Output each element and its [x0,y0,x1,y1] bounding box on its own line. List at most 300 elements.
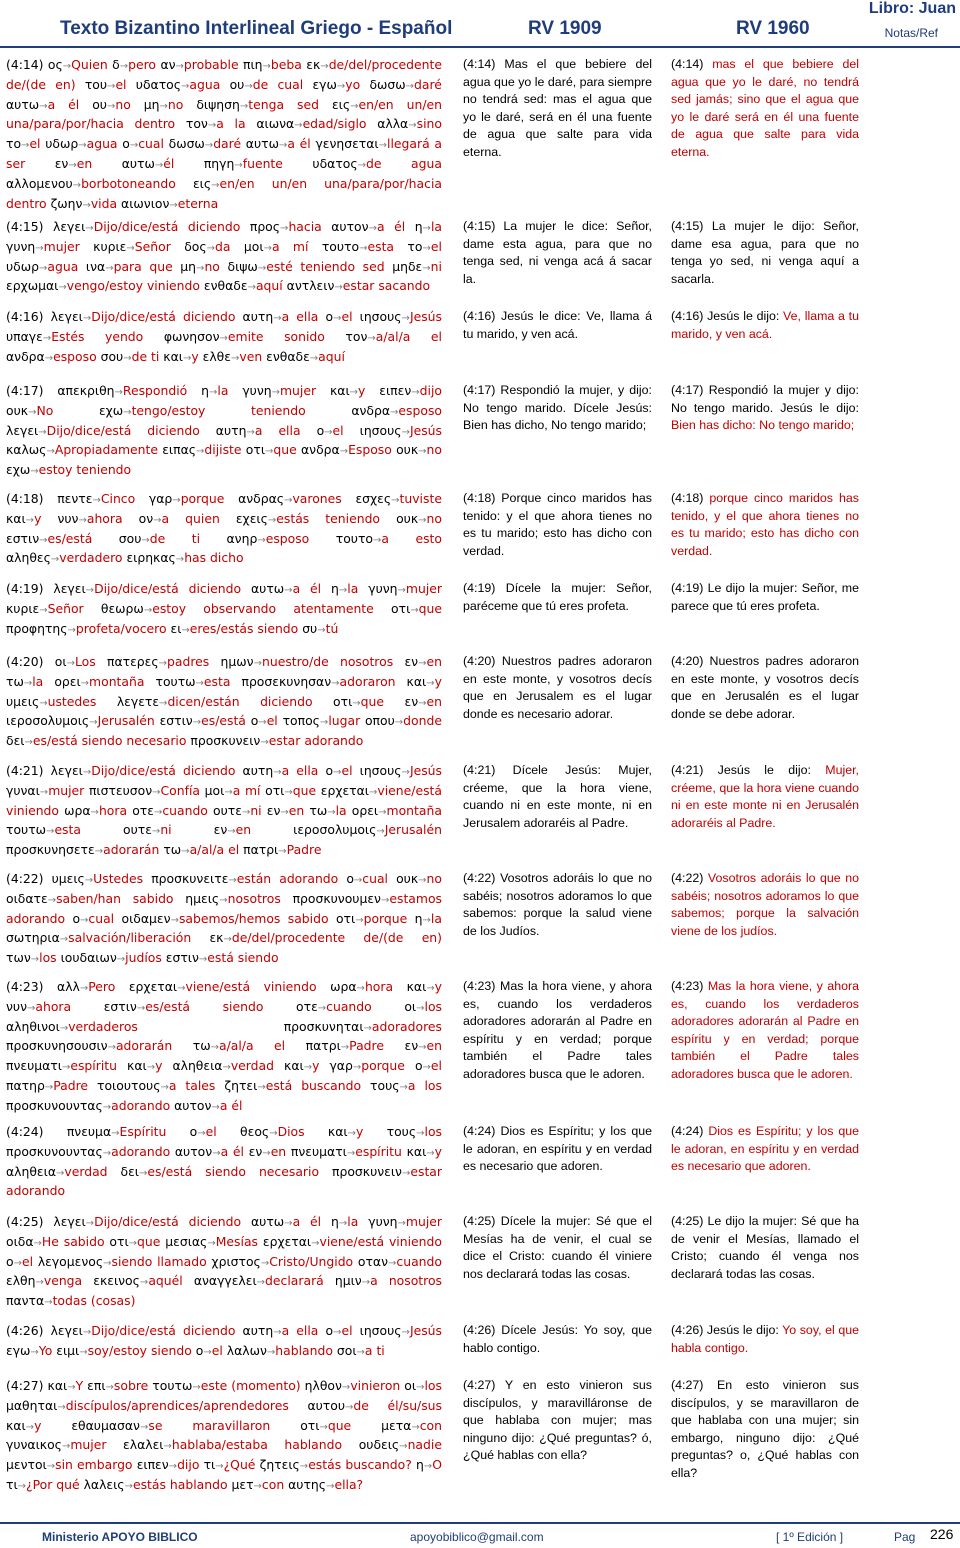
arrow-icon: → [192,717,202,729]
spanish-gloss: el [205,1124,217,1139]
arrow-icon: → [230,352,240,364]
arrow-icon: → [82,1327,92,1338]
spanish-gloss: viene/está viniendo [185,979,317,994]
spanish-gloss: dijo [419,383,442,398]
arrow-icon: → [347,1128,356,1139]
spanish-gloss: estar adorando [268,733,364,749]
greek-word: πατρι [243,842,279,858]
greek-word: πατερες [107,654,159,669]
arrow-icon: → [256,1277,266,1289]
spanish-gloss: nuestro/de nosotros [261,654,394,669]
greek-word: ουδεις [358,1437,400,1453]
spanish-gloss: la [430,219,442,234]
rv1960-plain: (4:17) Respondió la mujer y dijo: No tengo marido. Jesús le dijo: [671,383,859,415]
arrow-icon: → [66,658,75,669]
arrow-icon: → [192,1382,201,1393]
greek-word: ημων [220,654,254,669]
book-label: Libro: Juan [868,0,956,17]
spanish-gloss: mujer [405,581,442,596]
spanish-gloss: verdad [64,1163,108,1179]
greek-word: αυτω [121,155,155,171]
spanish-gloss: Yo [38,1342,53,1358]
rv1960-words-of-jesus: Vosotros adoráis lo que no sabéis; nosotros adoramos lo que sabemos; porque la salvación viene de los judíos. [671,871,859,938]
spanish-gloss: Respondió [122,383,188,398]
spanish-gloss: salvación/liberación [68,930,192,946]
arrow-icon: → [85,1218,95,1229]
arrow-icon: → [363,1022,372,1034]
greek-word: πεντε [57,491,93,506]
greek-word: εχω [98,402,124,418]
arrow-icon: → [42,332,52,344]
spanish-gloss: Dijo/dice/está diciendo [46,422,200,438]
spanish-gloss: en [235,822,252,838]
spanish-gloss: ella? [334,1476,364,1492]
arrow-icon: → [197,1128,206,1139]
arrow-icon: → [206,242,216,254]
greek-word: σοι [336,1342,357,1358]
arrow-icon: → [153,806,163,818]
greek-word: τους [370,1077,400,1093]
spanish-gloss: Jesús [409,763,442,778]
arrow-icon: → [203,1346,212,1358]
greek-word: ινα [85,258,106,274]
greek-word: μεσιας [165,1233,208,1249]
spanish-gloss: cuando [396,1253,442,1269]
spanish-gloss: tenga sed [248,96,319,112]
page-number: 226 [930,1526,954,1542]
greek-word: προσκυνειν [190,733,261,749]
spanish-gloss: eterna [177,195,219,211]
spanish-gloss: la [217,383,229,398]
greek-word: εχεις [235,510,268,526]
spanish-gloss: el [341,309,353,324]
greek-word: τον [185,116,208,132]
rv1960-words-of-jesus: mas el que bebiere del agua que yo le daré, no tendrá sed jamás; sino que el agua que yo le daré será en él una fuente de agua que salte para vida eterna. [671,57,860,159]
greek-word: οιδαμεν [121,910,171,926]
arrow-icon: → [58,282,67,294]
spanish-gloss: a mí [271,238,309,254]
arrow-icon: → [388,1257,397,1269]
arrow-icon: → [44,352,54,364]
spanish-gloss: Padre [53,1077,89,1093]
greek-word: υδατος [312,155,358,171]
spanish-gloss: porque [180,491,225,506]
greek-word: το [6,136,22,152]
greek-word: προς [249,219,281,234]
arrow-icon: → [319,717,329,729]
arrow-icon: → [181,624,190,636]
spanish-gloss: mujer [70,1437,107,1453]
spanish-gloss: padres [167,654,210,669]
greek-word: οτε [296,998,318,1014]
spanish-gloss: vinieron [350,1378,401,1393]
greek-word: προσκυνουντας [6,1143,103,1159]
arrow-icon: → [159,697,168,709]
greek-word: και [163,348,183,364]
greek-word: φωνησον [163,328,220,344]
greek-word: γυνη [242,383,272,398]
spanish-gloss: en/en un/en una/para/por/hacia dentro [6,96,442,132]
arrow-icon: → [267,514,277,526]
arrow-icon: → [311,1237,320,1249]
arrow-icon: → [273,1327,282,1338]
arrow-icon: → [46,1461,56,1473]
verse-reference: (4:20) [6,654,44,669]
arrow-icon: → [211,1101,220,1113]
page-title: Texto Bizantino Interlineal Griego - Español [60,18,453,39]
greek-word: αυτης [288,1476,327,1492]
greek-word: ο [189,1124,198,1139]
header-rule [0,46,960,48]
verse-reference: (4:19) [6,581,44,596]
greek-word: ον [138,510,154,526]
arrow-icon: → [160,1081,169,1093]
greek-word: τοπος [282,713,320,729]
greek-word: τουτο [335,530,373,546]
greek-word: ημεις [185,890,220,906]
greek-word: οι [404,998,417,1014]
rv1960-plain: (4:25) Le dijo la mujer: Sé que ha de venir el Mesías, llamado el Cristo; cuando él venga nos declarará todas las cosas. [671,1214,859,1281]
arrow-icon: → [397,585,406,596]
arrow-icon: → [46,446,55,458]
spanish-gloss: daré [213,136,242,152]
spanish-gloss: Estés yendo [51,328,144,344]
arrow-icon: → [61,1441,71,1453]
spanish-gloss: con [419,1417,442,1433]
spanish-gloss: de/del/procedente de/(de en) [231,930,442,946]
spanish-gloss: cuando [326,998,372,1014]
greek-word: υδωρ [45,136,79,152]
arrow-icon: → [265,446,274,458]
rv1960-text [671,978,859,1084]
arrow-icon: → [241,806,251,818]
greek-word: πιστευσον [88,782,153,798]
spanish-gloss: que [418,600,442,616]
greek-word: τον [345,328,368,344]
spanish-gloss: viene/está viniendo [319,1233,442,1249]
greek-word: μη [143,96,160,112]
spanish-gloss: Quien [71,57,108,72]
arrow-icon: → [401,1327,410,1338]
greek-word: μετ [231,1476,254,1492]
rv1960-words-of-jesus: Bien has dicho: No tengo marido; [671,418,855,433]
arrow-icon: → [405,80,415,92]
arrow-icon: → [114,387,123,398]
greek-word: τω [309,802,328,818]
greek-word: γυνη [368,1214,398,1229]
arrow-icon: → [82,313,92,324]
arrow-icon: → [46,826,55,838]
spanish-gloss: declarará [265,1273,324,1289]
spanish-gloss: no [204,258,220,274]
greek-word: ημιν [334,1273,362,1289]
greek-word: εν [266,802,281,818]
spanish-gloss: Jerusalén [97,713,155,729]
spanish-gloss: lugar [328,713,361,729]
arrow-icon: → [244,80,253,92]
spanish-gloss: el [115,76,127,92]
greek-word: και [6,510,26,526]
arrow-icon: → [44,1297,53,1309]
greek-word: εστιν [6,530,40,546]
spanish-gloss: Señor [134,238,171,254]
spanish-gloss: y [434,979,442,994]
contact-email: apoyobiblico@gmail.com [410,1530,544,1544]
spanish-gloss: a ella [281,309,319,324]
arrow-icon: → [38,426,47,438]
verse-reference: (4:21) [6,763,44,778]
arrow-icon: → [123,406,132,418]
spanish-gloss: no [115,96,131,112]
spanish-gloss: nadie [407,1437,442,1453]
greek-word: η [331,1214,339,1229]
greek-word: σου [100,348,124,364]
arrow-icon: → [340,1042,350,1054]
arrow-icon: → [411,1421,420,1433]
notes-label: Notas/Ref [884,26,938,40]
arrow-icon: → [67,1382,76,1393]
arrow-icon: → [219,894,228,906]
arrow-icon: → [129,140,139,152]
spanish-gloss: estás teniendo [276,510,381,526]
arrow-icon: → [105,262,114,274]
greek-word: ιησους [359,1323,402,1338]
arrow-icon: → [175,61,184,72]
spanish-gloss: no [167,96,184,112]
greek-word: λεγει [53,581,86,596]
greek-word: τουτω [152,1378,193,1393]
greek-word: τω [163,842,182,858]
arrow-icon: → [30,1346,39,1358]
spanish-gloss: el [211,1342,223,1358]
arrow-icon: → [257,534,266,546]
spanish-gloss: y [312,1058,320,1074]
greek-word: η [415,1457,424,1473]
spanish-gloss: emite sonido [227,328,325,344]
spanish-gloss: es/está [201,713,246,729]
arrow-icon: → [257,1081,266,1093]
arrow-icon: → [47,894,57,906]
spanish-gloss: O [432,1457,442,1473]
arrow-icon: → [152,786,161,798]
greek-word: προφητης [6,620,68,636]
arrow-icon: → [177,983,186,994]
spanish-gloss: aquí [255,278,283,294]
greek-word: οτι [333,693,353,709]
greek-word: εν [404,654,419,669]
arrow-icon: → [136,1002,146,1014]
spanish-gloss: tú [325,620,339,636]
spanish-gloss: nosotros [227,890,281,906]
arrow-icon: → [423,1461,433,1473]
rv1960-plain: (4:21) Jesús le dijo: [671,763,826,777]
spanish-gloss: y [34,1417,42,1433]
arrow-icon: → [107,1042,116,1054]
arrow-icon: → [182,352,192,364]
greek-word: λεγομενος [37,1253,104,1269]
greek-word: ουκ [396,510,419,526]
spanish-gloss: adorarán [103,842,160,858]
spanish-gloss: viene/está viniendo [6,782,442,818]
spanish-gloss: porque [363,910,408,926]
arrow-icon: → [280,806,289,818]
greek-word: και [284,1058,304,1074]
spanish-gloss: ni [160,822,172,838]
greek-word: λεγει [50,763,83,778]
spanish-gloss: a él [376,219,406,234]
spanish-gloss: Dijo/dice/está diciendo [91,309,236,324]
spanish-gloss: no [426,871,442,886]
arrow-icon: → [326,1480,335,1492]
spanish-gloss: no [426,510,442,526]
spanish-gloss: no [426,442,442,458]
interlinear-text [6,56,442,214]
rv1960-plain: (4:14) [671,57,713,71]
spanish-gloss: sin embargo [55,1457,133,1473]
greek-word: αληθεια [6,1163,56,1179]
arrow-icon: → [317,1002,327,1014]
arrow-icon: → [273,767,282,778]
arrow-icon: → [17,1480,27,1492]
arrow-icon: → [418,697,427,709]
spanish-gloss: Jesús [409,1323,442,1338]
greek-word: ουκ [6,402,29,418]
arrow-icon: → [168,1461,178,1473]
greek-word: ο [346,871,354,886]
arrow-icon: → [309,352,319,364]
greek-word: αυτω [245,136,279,152]
spanish-gloss: y [155,1058,163,1074]
greek-word: επι [87,1378,106,1393]
greek-word: προσκυνειν [332,1163,402,1179]
rv1960-text [671,56,859,162]
spanish-gloss: la [32,673,44,689]
spanish-gloss: espíritu [355,1143,402,1159]
interlinear-text [6,490,442,569]
spanish-gloss: y [355,1124,364,1139]
arrow-icon: → [273,313,282,324]
interlinear-text [6,580,442,639]
rv1909-column-heading: RV 1909 [528,18,602,39]
arrow-icon: → [204,140,214,152]
spanish-gloss: la [347,581,359,596]
rv1960-words-of-jesus: Dios es Espíritu; y los que le adoran, en espíritu y en verdad es necesario que adoren. [671,1124,860,1174]
arrow-icon: → [338,585,348,596]
spanish-gloss: espíritu [70,1058,117,1074]
greek-word: εκ [209,930,224,946]
greek-word: οπου [364,713,395,729]
spanish-gloss: de ti [149,530,201,546]
spanish-gloss: en [270,1143,287,1159]
arrow-icon: → [422,242,431,254]
arrow-icon: → [25,1421,35,1433]
interlinear-text [6,1377,442,1496]
spanish-gloss: llegará a ser [6,136,442,171]
spanish-gloss: el [29,136,41,152]
greek-word: και [329,383,350,398]
arrow-icon: → [208,387,218,398]
spanish-gloss: da [215,238,231,254]
arrow-icon: → [401,426,410,438]
spanish-gloss: a ti [364,1342,385,1358]
page-footer [0,1524,960,1548]
arrow-icon: → [378,806,387,818]
greek-word: οτι [109,1233,129,1249]
arrow-icon: → [172,495,181,506]
spanish-gloss: siendo llamado [111,1253,207,1269]
spanish-gloss: ahora [35,998,72,1014]
spanish-gloss: cual [138,136,164,152]
greek-word: οιδατε [6,890,48,906]
arrow-icon: → [103,1257,112,1269]
spanish-gloss: de agua [366,155,442,171]
arrow-icon: → [169,199,178,211]
greek-word: οτε [132,802,154,818]
greek-word: οι [404,1378,417,1393]
greek-word: δ [112,57,120,72]
spanish-gloss: de ti [131,348,160,364]
arrow-icon: → [357,159,367,171]
spanish-gloss: mujer [43,238,80,254]
spanish-gloss: adorando [111,1097,171,1113]
arrow-icon: → [258,717,267,729]
rv1960-text [671,870,859,940]
arrow-icon: → [408,120,417,132]
greek-word: εν [404,693,419,709]
spanish-gloss: el [341,763,353,778]
arrow-icon: → [92,495,101,506]
spanish-gloss: el [21,1253,34,1269]
spanish-gloss: a él [219,1097,243,1113]
greek-word: ωρα [64,802,91,818]
verse-reference: (4:17) [6,383,44,398]
spanish-gloss: a/al/a el [189,842,240,858]
greek-word: ορει [351,802,379,818]
rv1960-plain: (4:26) Jesús le dijo: [671,1323,783,1337]
spanish-gloss: hablando [275,1342,333,1358]
spanish-gloss: estar sacando [342,278,431,294]
arrow-icon: → [207,1237,216,1249]
rv1960-plain: (4:20) Nuestros padres adoraron en este monte, y vosotros decís que en Jerusalén es el lugar donde se debe adorar. [671,654,859,721]
greek-word: και [406,1143,427,1159]
arrow-icon: → [278,846,287,858]
arrow-icon: → [84,875,94,886]
arrow-icon: → [107,80,116,92]
arrow-icon: → [89,717,98,729]
spanish-gloss: Dijo/dice/está diciendo [91,1323,236,1338]
arrow-icon: → [139,1421,149,1433]
spanish-gloss: tuviste [399,491,442,506]
arrow-icon: → [39,604,48,616]
greek-word: ελαλει [123,1437,164,1453]
spanish-gloss: probable [183,57,239,72]
greek-word: ουτε [123,822,152,838]
arrow-icon: → [85,223,94,234]
spanish-gloss: agua [86,136,118,152]
rv1909-text: (4:21) Dícele Jesús: Mujer, créeme, que la hora viene, cuando ni en este monte, ni en Jerusalem adoraréis al Padre. [463,763,652,830]
rv1960-text [671,1377,859,1483]
greek-word: πηγη [203,155,235,171]
spanish-gloss: Padre [286,842,322,858]
greek-word: και [327,1124,348,1139]
greek-word: αλλ [57,979,80,994]
arrow-icon: → [410,604,419,616]
arrow-icon: → [30,954,40,966]
spanish-gloss: adorarán [115,1038,173,1054]
greek-word: τω [192,1038,211,1054]
rv1960-text [671,490,859,560]
greek-word: οτι [335,910,356,926]
